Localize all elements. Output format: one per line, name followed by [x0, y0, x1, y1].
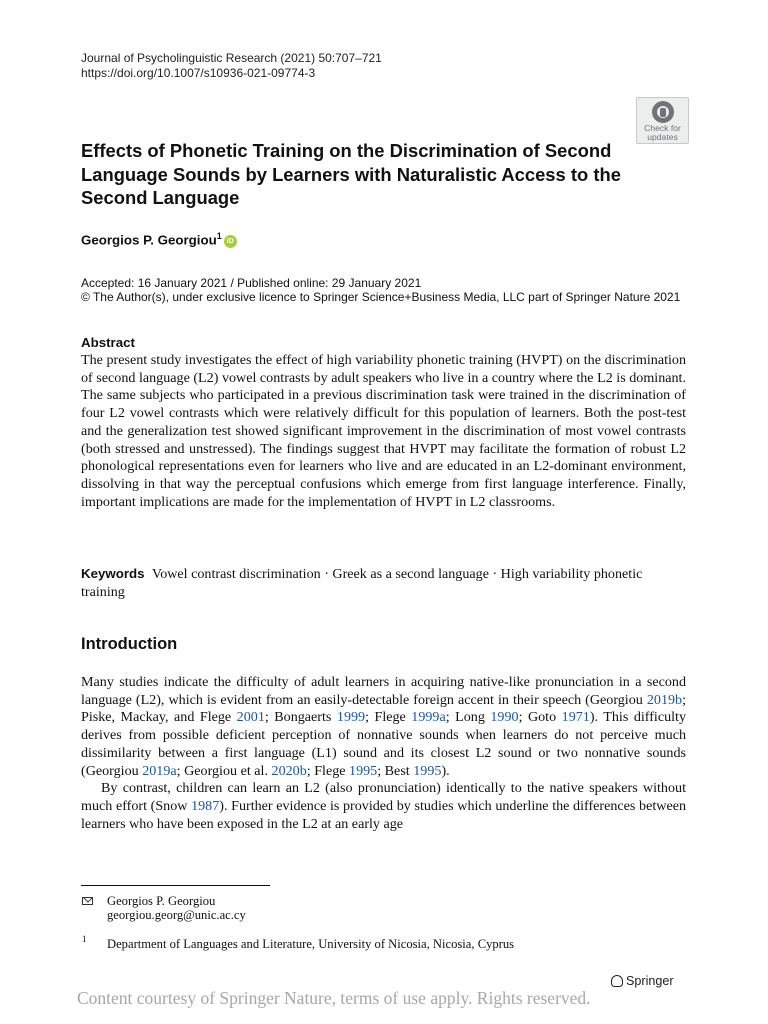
corresponding-author-name: Georgios P. Georgiou	[107, 894, 216, 908]
keywords-label: Keywords	[81, 566, 145, 581]
keywords-block	[81, 565, 686, 601]
citation-link[interactable]: 1995	[349, 762, 378, 779]
citation-link[interactable]: 1999	[336, 709, 366, 726]
badge-line-1: Check for	[644, 123, 681, 133]
orcid-icon[interactable]: iD	[224, 235, 237, 248]
publisher-name: Springer	[626, 974, 674, 988]
author-line	[81, 231, 237, 248]
abstract-heading: Abstract	[81, 335, 135, 350]
citation-link[interactable]: 1990	[490, 709, 519, 726]
article-title: Effects of Phonetic Training on the Discrimination of Second Language Sounds by Learners with Naturalistic Access to the Second Language	[81, 140, 621, 208]
affiliation-text: Department of Languages and Literature, University of Nicosia, Nicosia, Cyprus	[107, 937, 515, 951]
publication-dates: Accepted: 16 January 2021 / Published online: 29 January 2021	[81, 276, 422, 290]
citation-link[interactable]: 2019b	[646, 691, 683, 708]
check-for-updates-badge[interactable]	[636, 97, 689, 144]
author-affiliation-mark: 1	[216, 231, 222, 241]
courtesy-watermark: Content courtesy of Springer Nature, terms of use apply. Rights reserved.	[77, 988, 591, 1008]
springer-horse-icon	[611, 975, 623, 987]
copyright-notice: © The Author(s), under exclusive licence to Springer Science+Business Media, LLC part of Springer Nature 2021	[81, 290, 681, 304]
citation-link[interactable]: 2001	[236, 709, 265, 726]
abstract-text: The present study investigates the effect of high variability phonetic training (HVPT) on the discrimination of second language (L2) vowel contrasts by adult speakers who live in a country where the L2 is dominant. The same subjects who participated in a previous discrimination task were trained in the discrimination of four L2 vowel contrasts which were relatively difficult for this population of learners. Both the post-test and the generalization test showed significant improvement in the discrimination of most vowel contrasts (both stressed and unstressed). The findings suggest that HVPT may facilitate the formation of robust L2 phonological representations even for learners who live and are educated in an L2-dominant environment, dissolving in that way the perceptual confusions which emerge from first language interference. Finally, important implications are made for the implementation of HVPT in L2 classrooms.	[81, 352, 686, 510]
doi-link[interactable]: https://doi.org/10.1007/s10936-021-09774-3	[81, 66, 316, 80]
citation-link[interactable]: 1995	[413, 762, 442, 779]
citation-link[interactable]: 2020b	[271, 762, 307, 779]
paragraph: By contrast, children can learn an L2 (also pronunciation) identically to the native speakers without much effort (Snow 1987). Further evidence is provided by studies which underline the differences between learners who have been exposed in the L2 at an early age	[81, 780, 686, 832]
author-name[interactable]: Georgios P. Georgiou	[81, 232, 217, 248]
citation-link[interactable]: 1971	[561, 709, 590, 726]
envelope-icon	[82, 897, 93, 905]
footnote-divider	[81, 885, 270, 886]
section-heading-introduction: Introduction	[81, 635, 178, 653]
paragraph: Many studies indicate the difficulty of adult learners in acquiring native-like pronunciation in a second language (L2), which is evident from an easily-detectable foreign accent in their speech (Georgiou 2019b; Piske, Mackay, and Flege 2001; Bongaerts 1999; Flege 1999a; Long 1990; Goto 1971). This difficulty derives from possible deficient perception of nonnative sounds when learners do not perceive much dissimilarity between a first language (L1) sound and its closest L2 sound or two nonnative sounds (Georgiou 2019a; Georgiou et al. 2020b; Flege 1995; Best 1995).	[81, 674, 687, 779]
corresponding-author-email[interactable]: georgiou.georg@unic.ac.cy	[107, 908, 246, 922]
keywords-text: Vowel contrast discrimination · Greek as a second language · High variability phonetic training	[81, 566, 643, 600]
citation-link[interactable]: 2019a	[142, 762, 177, 779]
citation-link[interactable]: 1987	[191, 797, 220, 814]
introduction-body	[81, 674, 686, 833]
affiliation-footnote-mark: 1	[82, 934, 87, 944]
journal-citation: Journal of Psycholinguistic Research (2021) 50:707–721	[81, 51, 382, 65]
springer-logo	[611, 974, 674, 988]
citation-link[interactable]: 1999a	[411, 709, 446, 726]
badge-line-2: updates	[647, 131, 678, 142]
check-for-updates-icon	[652, 101, 674, 123]
